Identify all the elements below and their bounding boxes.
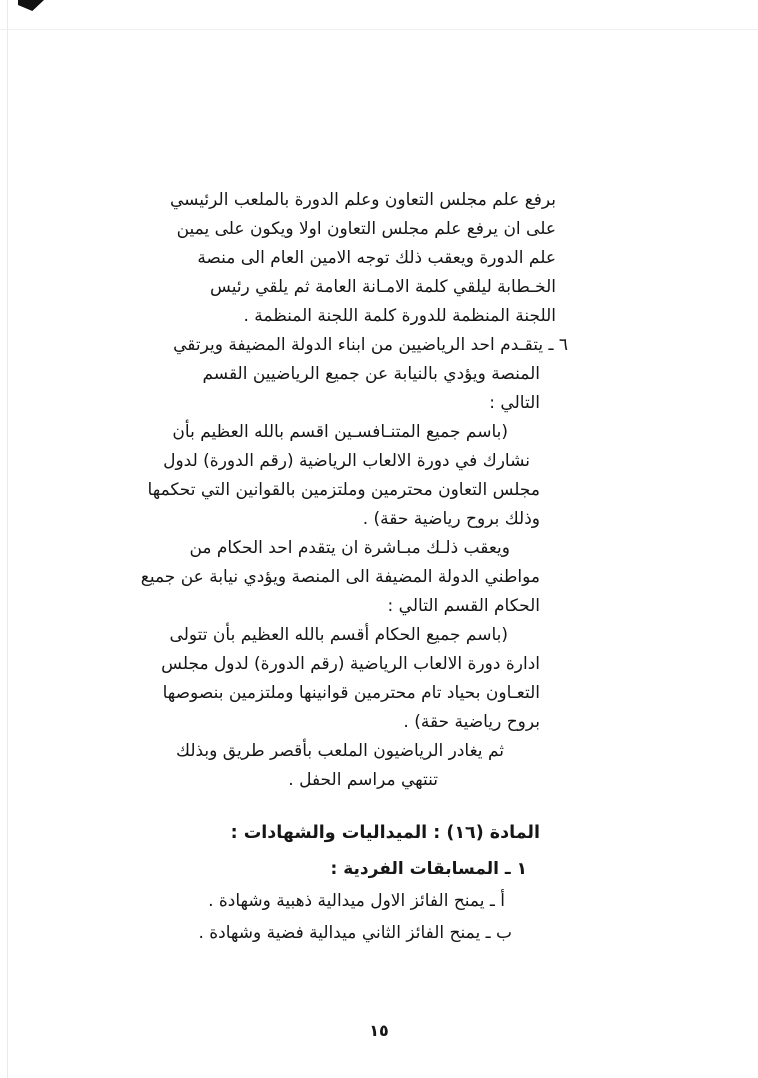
text-line: نشارك في دورة الالعاب الرياضية (رقم الدورة) لدول xyxy=(163,451,530,471)
text-line: الحكام القسم التالي : xyxy=(387,596,540,616)
text-line: الخـطابة ليلقي كلمة الامـانة العامة ثم يلقي رئيس xyxy=(210,277,556,297)
text-line: علم الدورة ويعقب ذلك توجه الامين العام الى منصة xyxy=(197,248,556,268)
text-line: برفع علم مجلس التعاون وعلم الدورة بالملعب الرئيسي xyxy=(169,190,556,210)
individual-competitions-heading: ١ ـ المسابقات الفردية : xyxy=(330,859,527,879)
oath-judges-line: (باسم جميع الحكام أقسم بالله العظيم بأن تتولى xyxy=(169,625,508,645)
body-text xyxy=(140,186,568,948)
scan-artifact-top-left xyxy=(18,0,44,11)
page-number: ١٥ xyxy=(369,1021,389,1040)
text-line: اللجنة المنظمة للدورة كلمة اللجنة المنظمة . xyxy=(243,306,556,326)
text-line: تنتهي مراسم الحفل . xyxy=(288,770,438,790)
text-line: مجلس التعاون محترمين وملتزمين بالقوانين التي تحكمها xyxy=(147,480,540,500)
text-line: المنصة ويؤدي بالنيابة عن جميع الرياضيين القسم xyxy=(202,364,540,384)
text-line: ويعقب ذلـك مبـاشرة ان يتقدم احد الحكام من xyxy=(189,538,510,558)
text-line: بروح رياضية حقة) . xyxy=(403,712,540,732)
text-line: وذلك بروح رياضية حقة) . xyxy=(362,509,540,529)
scan-edge-top xyxy=(0,29,758,30)
text-line: على ان يرفع علم مجلس التعاون اولا ويكون على يمين xyxy=(176,219,556,239)
list-item-a: أ ـ يمنح الفائز الاول ميدالية ذهبية وشهادة . xyxy=(208,891,505,911)
text-line: ادارة دورة الالعاب الرياضية (رقم الدورة) لدول مجلس xyxy=(161,654,540,674)
text-line: مواطني الدولة المضيفة الى المنصة ويؤدي نيابة عن جميع xyxy=(140,567,540,587)
text-line: التالي : xyxy=(489,393,540,413)
numbered-item-6: ٦ ـ يتقـدم احد الرياضيين من ابناء الدولة المضيفة ويرتقي xyxy=(173,335,568,355)
list-item-b: ب ـ يمنح الفائز الثاني ميدالية فضية وشهادة . xyxy=(198,923,512,943)
scan-edge-left xyxy=(7,0,8,1078)
text-line: ثم يغادر الرياضيون الملعب بأقصر طريق وبذلك xyxy=(176,741,504,761)
oath-athletes-line: (باسم جميع المتنـافسـين اقسم بالله العظيم بأن xyxy=(172,422,508,442)
text-line: التعـاون بحياد تام محترمين قوانينها وملتزمين بنصوصها xyxy=(162,683,540,703)
article-16-heading: المادة (١٦) : الميداليات والشهادات : xyxy=(230,823,540,843)
